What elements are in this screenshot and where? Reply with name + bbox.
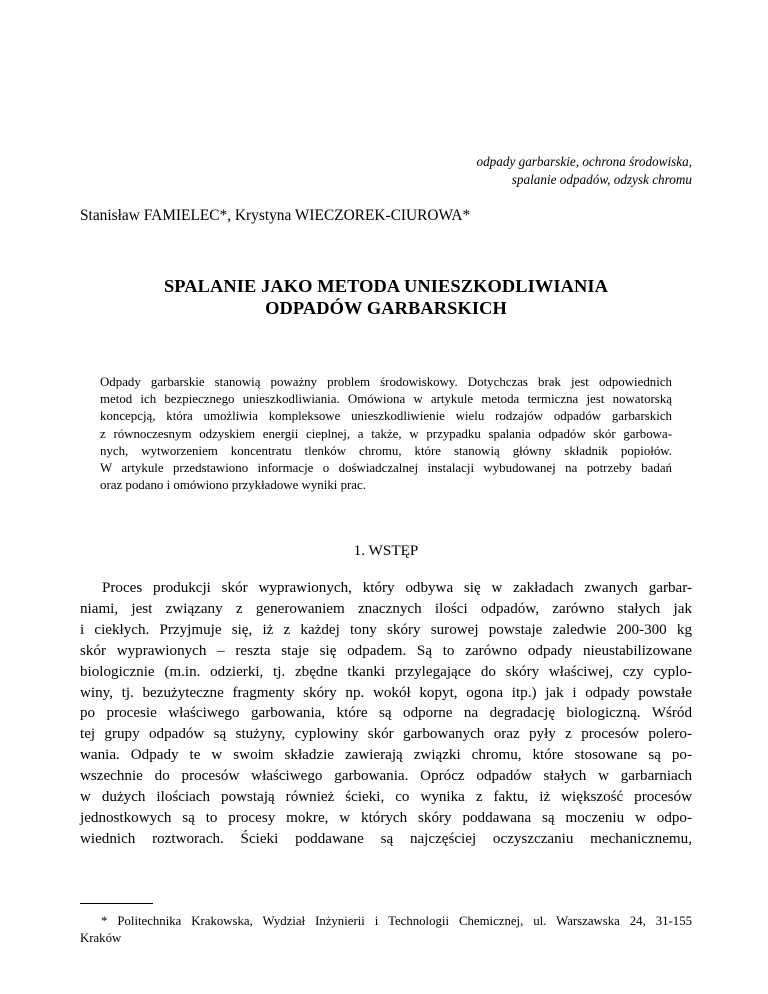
body-line: skór wyprawionych – reszta staje się odpadem. Są to zarówno odpady nieustabilizowane bbox=[80, 642, 692, 659]
body-line: niami, jest związany z generowaniem znacznych ilości odpadów, zarówno stałych jak bbox=[80, 600, 692, 617]
keywords-line-1: odpady garbarskie, ochrona środowiska, bbox=[476, 154, 692, 169]
keywords bbox=[80, 153, 692, 189]
body-line: tej grupy odpadów są stużyny, cyplowiny skór garbowanych oraz pyły z procesów polero- bbox=[80, 726, 692, 743]
body-paragraph bbox=[80, 578, 692, 850]
authors: Stanisław FAMIELEC*, Krystyna WIECZOREK-CIUROWA* bbox=[80, 207, 471, 224]
footnote bbox=[80, 913, 692, 947]
abstract-line: koncepcją, która umożliwia kompleksowe unieszkodliwienie wielu rodzajów odpadów garbarskich bbox=[100, 409, 672, 424]
body-line: winy, tj. bezużyteczne fragmenty skóry np. wokół kopyt, ogona itp.) jak i odpady powstałe bbox=[80, 684, 692, 701]
footnote-line-2: Kraków bbox=[80, 931, 122, 945]
abstract-line: Odpady garbarskie stanowią poważny problem środowiskowy. Dotychczas brak jest odpowiednich bbox=[100, 375, 672, 389]
body-line: i ciekłych. Przyjmuje się, iż z każdej tony skóry surowej powstaje zaledwie 200-300 kg bbox=[80, 621, 692, 638]
body-line: wiednich roztworach. Ścieki poddawane są najczęściej oczyszczaniu mechanicznemu, bbox=[80, 830, 692, 847]
body-line: jednostkowych są to procesy mokre, w których skóry poddawana są moczeniu w odpo- bbox=[80, 809, 692, 826]
abstract-line: metod ich bezpiecznego unieszkodliwiania. Omówiona w artykule metoda termiczna jest nowatorską bbox=[100, 392, 672, 407]
paper-title-line-1: SPALANIE JAKO METODA UNIESZKODLIWIANIA bbox=[163, 276, 609, 296]
body-line: wania. Odpady te w swoim składzie zawierają związki chromu, które stosowane są po- bbox=[80, 747, 692, 764]
body-line: Proces produkcji skór wyprawionych, który odbywa się w zakładach zwanych garbar- bbox=[102, 580, 692, 596]
abstract-line: oraz podano i omówiono przykładowe wyniki prac. bbox=[100, 478, 366, 493]
abstract-line: z równoczesnym odzyskiem energii cieplnej, a także, w przypadku spalania odpadów skór garbowa- bbox=[100, 426, 672, 441]
section-heading: 1. WSTĘP bbox=[353, 542, 419, 559]
abstract-line: nych, wytworzeniem koncentratu tlenków chromu, które stanowią główny składnik popiołów. bbox=[100, 443, 672, 458]
keywords-line-2: spalanie odpadów, odzysk chromu bbox=[511, 172, 692, 187]
abstract bbox=[100, 374, 672, 494]
footnote-line-1: * Politechnika Krakowska, Wydział Inżynierii i Technologii Chemicznej, ul. Warszawska 24, 31-155 bbox=[101, 914, 692, 928]
footnote-divider bbox=[80, 903, 153, 904]
document-page bbox=[80, 0, 692, 994]
paper-title bbox=[80, 275, 692, 319]
body-line: wszechnie do procesów właściwego garbowania. Oprócz odpadów stałych w garbarniach bbox=[80, 768, 692, 785]
abstract-line: W artykule przedstawiono informacje o doświadczalnej instalacji wybudowanej na potrzeby badań bbox=[100, 461, 672, 476]
body-line: po procesie właściwego garbowania, które są odporne na degradację biologiczną. Wśród bbox=[80, 705, 692, 722]
body-line: biologicznie (m.in. odzierki, tj. zbędne tkanki przylegające do skóry właściwej, czy cyplo- bbox=[80, 663, 692, 680]
paper-title-line-2: ODPADÓW GARBARSKICH bbox=[265, 298, 507, 318]
body-line: w dużych ilościach powstają również ścieki, co wynika z faktu, iż większość procesów bbox=[80, 789, 692, 806]
